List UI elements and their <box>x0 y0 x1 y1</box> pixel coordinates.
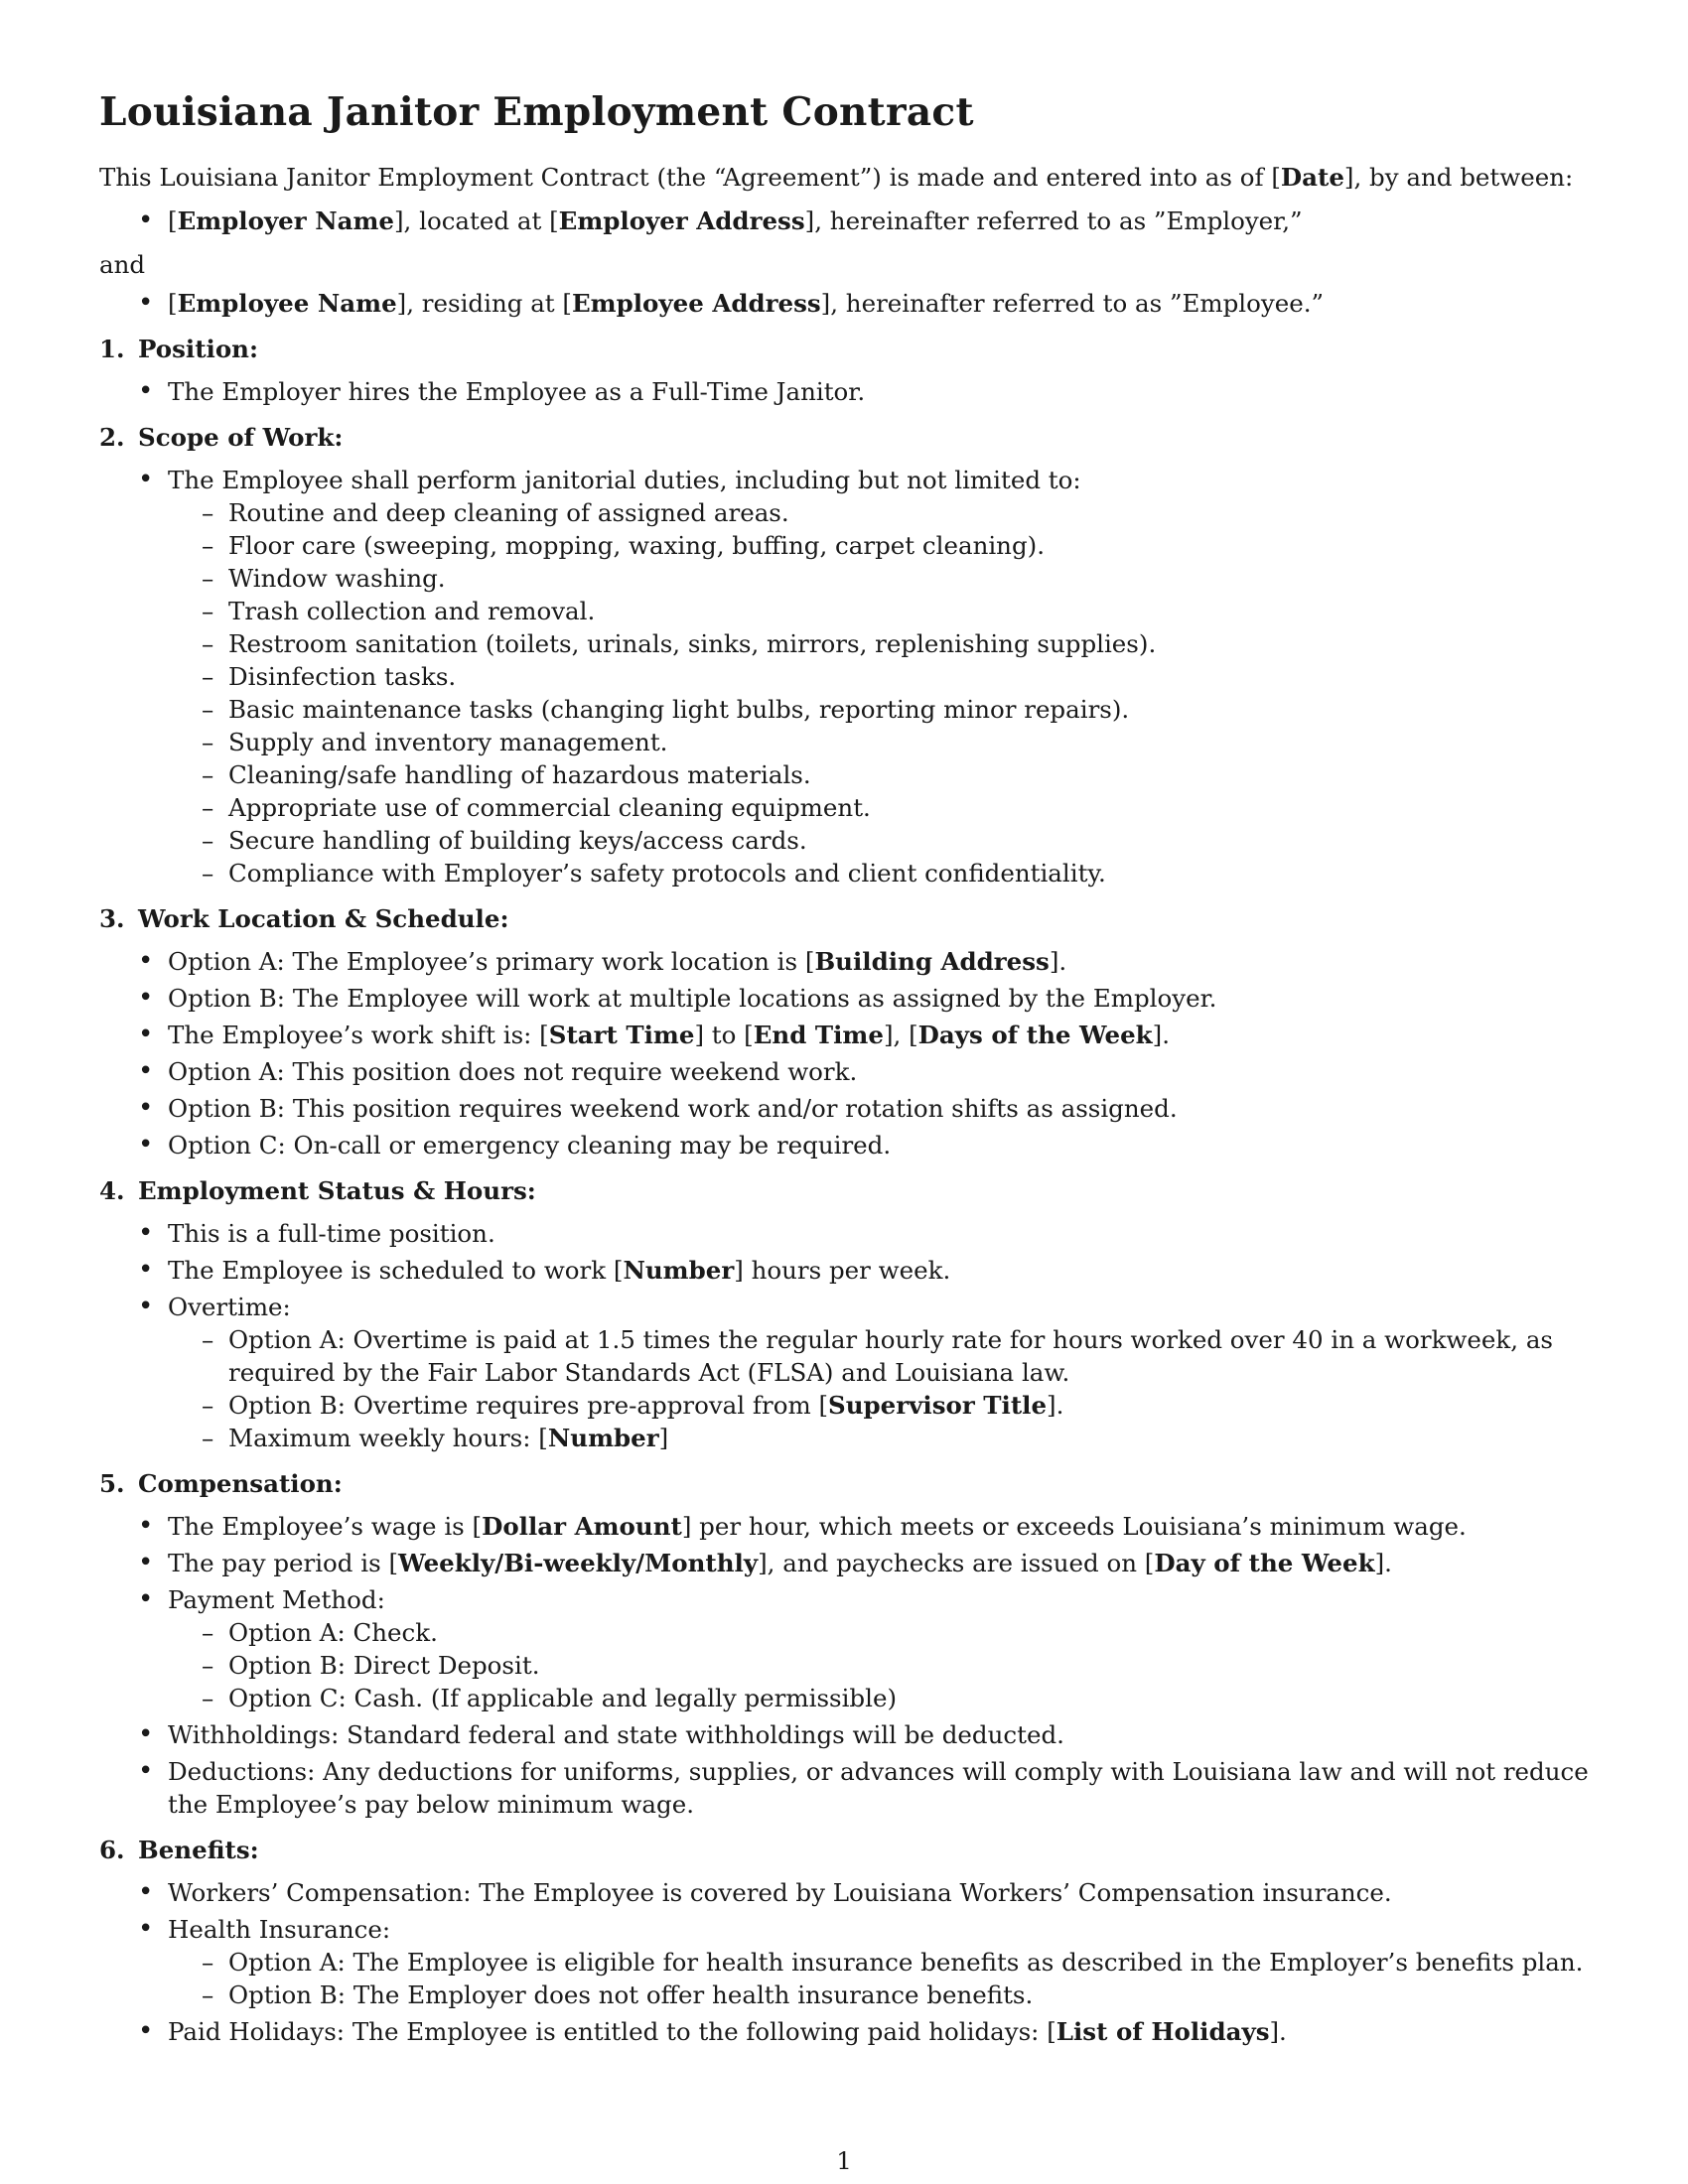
list-item: • The Employee shall perform janitorial duties, including but not limited to: – Routine and deep cleaning of assigned areas. – Floor care (sweeping, mopping, waxing, buffing, carpet cleaning). – Window washing. – Trash collection and removal. – Restroom sanitation (toilets, urinals, sinks, mirrors, replenishing supplies). – Disinfection tasks. – Basic maintenance tasks (changing light bulbs, reporting minor repairs). – Supply and inventory management. – Cleaning/safe handling of hazardous materials. – Appropriate use of commercial cleaning equipment. – Secure handling of building keys/access cards. – Compliance with Employer’s safety protocols and client confidentiality. <box>128 464 1594 889</box>
section-position-heading: 1. Position: <box>99 335 259 363</box>
list-item: • Health Insurance: – Option A: The Employee is eligible for health insurance benefits as described in the Employer’s benefits plan. – Option B: The Employer does not offer health insurance benefits. <box>128 1913 1594 2011</box>
duty-item: – Restroom sanitation (toilets, urinals, sinks, mirrors, replenishing supplies). <box>208 627 1594 660</box>
list-item: • The Employee is scheduled to work [Number] hours per week. <box>128 1254 1594 1287</box>
list-item: • Option A: The Employee’s primary work location is [Building Address]. <box>128 945 1594 978</box>
health-insurance-list <box>168 1946 1594 2011</box>
duty-item: – Compliance with Employer’s safety protocols and client confidentiality. <box>208 857 1594 889</box>
payment-method-item: – Option C: Cash. (If applicable and legally permissible) <box>208 1682 1594 1714</box>
document-title: Louisiana Janitor Employment Contract <box>99 89 974 135</box>
section-compensation-heading: 5. Compensation: <box>99 1469 343 1498</box>
list-item: • Workers’ Compensation: The Employee is covered by Louisiana Workers’ Compensation insurance. <box>128 1876 1594 1909</box>
section-compensation-list <box>99 1510 1594 1821</box>
payment-method-item: – Option B: Direct Deposit. <box>208 1649 1594 1682</box>
list-item: • The Employee’s wage is [Dollar Amount] per hour, which meets or exceeds Louisiana’s minimum wage. <box>128 1510 1594 1543</box>
duty-item: – Disinfection tasks. <box>208 660 1594 693</box>
section-status-list <box>99 1217 1594 1454</box>
section-scope-list <box>99 464 1594 889</box>
section-benefits-heading: 6. Benefits: <box>99 1836 259 1864</box>
pay-day-placeholder: Day of the Week <box>1154 1549 1375 1577</box>
holidays-placeholder: List of Holidays <box>1055 2017 1270 2046</box>
section-benefits-list <box>99 1876 1594 2048</box>
employee-address-placeholder: Employee Address <box>572 289 821 318</box>
section-scope-heading: 2. Scope of Work: <box>99 423 344 452</box>
list-item: • Paid Holidays: The Employee is entitled to the following paid holidays: [List of Holidays]. <box>128 2015 1594 2048</box>
list-item: • Overtime: – Option A: Overtime is paid at 1.5 times the regular hourly rate for hours worked over 40 in a workweek, as required by the Fair Labor Standards Act (FLSA) and Louisiana law. – Option B: Overtime requires pre-approval from [Supervisor Title]. – Maximum weekly hours: [Number] <box>128 1291 1594 1454</box>
list-item: • The Employee’s work shift is: [Start Time] to [End Time], [Days of the Week]. <box>128 1019 1594 1051</box>
supervisor-title-placeholder: Supervisor Title <box>828 1391 1048 1420</box>
start-time-placeholder: Start Time <box>548 1021 695 1049</box>
duty-item: – Floor care (sweeping, mopping, waxing, buffing, carpet cleaning). <box>208 529 1594 562</box>
duty-item: – Cleaning/safe handling of hazardous materials. <box>208 758 1594 791</box>
duty-item: – Appropriate use of commercial cleaning equipment. <box>208 791 1594 824</box>
page-number: 1 <box>836 2146 852 2175</box>
duties-list <box>168 496 1594 889</box>
and-connector: and <box>99 250 146 279</box>
list-item: • Option A: This position does not require weekend work. <box>128 1055 1594 1088</box>
employer-address-placeholder: Employer Address <box>558 206 805 235</box>
date-placeholder: Date <box>1280 163 1344 192</box>
employer-name-placeholder: Employer Name <box>177 206 394 235</box>
section-location-list <box>99 945 1594 1161</box>
duty-item: – Trash collection and removal. <box>208 595 1594 627</box>
section-location-heading: 3. Work Location & Schedule: <box>99 904 509 933</box>
list-item: • The Employer hires the Employee as a Full-Time Janitor. <box>128 375 1594 408</box>
list-item: • Withholdings: Standard federal and state withholdings will be deducted. <box>128 1718 1594 1751</box>
section-position-list <box>99 375 1594 408</box>
end-time-placeholder: End Time <box>753 1021 884 1049</box>
contract-page <box>99 85 1594 2059</box>
party-employer: • [Employer Name], located at [Employer Address], hereinafter referred to as ”Employer,” <box>128 205 1594 237</box>
payment-method-item: – Option A: Check. <box>208 1616 1594 1649</box>
intro-text-end: ], by and between: <box>1343 163 1574 192</box>
dollar-amount-placeholder: Dollar Amount <box>482 1512 682 1541</box>
list-item: • Option B: The Employee will work at multiple locations as assigned by the Employer. <box>128 982 1594 1015</box>
days-of-week-placeholder: Days of the Week <box>917 1021 1153 1049</box>
overtime-item: – Option A: Overtime is paid at 1.5 times the regular hourly rate for hours worked over 40 in a workweek, as required by the Fair Labor Standards Act (FLSA) and Louisiana law. <box>208 1323 1594 1389</box>
intro-text: This Louisiana Janitor Employment Contract (the “Agreement”) is made and entered into as of [ <box>99 163 1281 192</box>
health-option-item: – Option B: The Employer does not offer health insurance benefits. <box>208 1979 1594 2011</box>
section-status-heading: 4. Employment Status & Hours: <box>99 1176 536 1205</box>
list-item: • The pay period is [Weekly/Bi-weekly/Monthly], and paychecks are issued on [Day of the Week]. <box>128 1547 1594 1579</box>
hours-number-placeholder: Number <box>623 1256 735 1285</box>
payment-method-list <box>168 1616 1594 1714</box>
list-item: • Payment Method: – Option A: Check. – Option B: Direct Deposit. – Option C: Cash. (If applicable and legally permissible) <box>128 1583 1594 1714</box>
overtime-list <box>168 1323 1594 1454</box>
duty-item: – Window washing. <box>208 562 1594 595</box>
employee-name-placeholder: Employee Name <box>177 289 397 318</box>
list-item: • Deductions: Any deductions for uniforms, supplies, or advances will comply with Louisiana law and will not reduce the Employee’s pay below minimum wage. <box>128 1755 1594 1821</box>
overtime-item: – Maximum weekly hours: [Number] <box>208 1422 1594 1454</box>
list-item: • This is a full-time position. <box>128 1217 1594 1250</box>
overtime-item: – Option B: Overtime requires pre-approval from [Supervisor Title]. <box>208 1389 1594 1422</box>
party-employer-list <box>99 205 1594 237</box>
duty-item: – Routine and deep cleaning of assigned areas. <box>208 496 1594 529</box>
list-item: • Option B: This position requires weekend work and/or rotation shifts as assigned. <box>128 1092 1594 1125</box>
pay-period-placeholder: Weekly/Bi-weekly/Monthly <box>398 1549 759 1577</box>
max-hours-placeholder: Number <box>547 1424 659 1452</box>
intro-paragraph <box>99 161 1594 194</box>
duty-item: – Supply and inventory management. <box>208 726 1594 758</box>
health-option-item: – Option A: The Employee is eligible for health insurance benefits as described in the Employer’s benefits plan. <box>208 1946 1594 1979</box>
list-item: • Option C: On-call or emergency cleaning may be required. <box>128 1129 1594 1161</box>
party-employee-list <box>99 287 1594 320</box>
building-address-placeholder: Building Address <box>814 947 1050 976</box>
party-employee: • [Employee Name], residing at [Employee Address], hereinafter referred to as ”Employee.” <box>128 287 1594 320</box>
duty-item: – Secure handling of building keys/access cards. <box>208 824 1594 857</box>
duty-item: – Basic maintenance tasks (changing light bulbs, reporting minor repairs). <box>208 693 1594 726</box>
